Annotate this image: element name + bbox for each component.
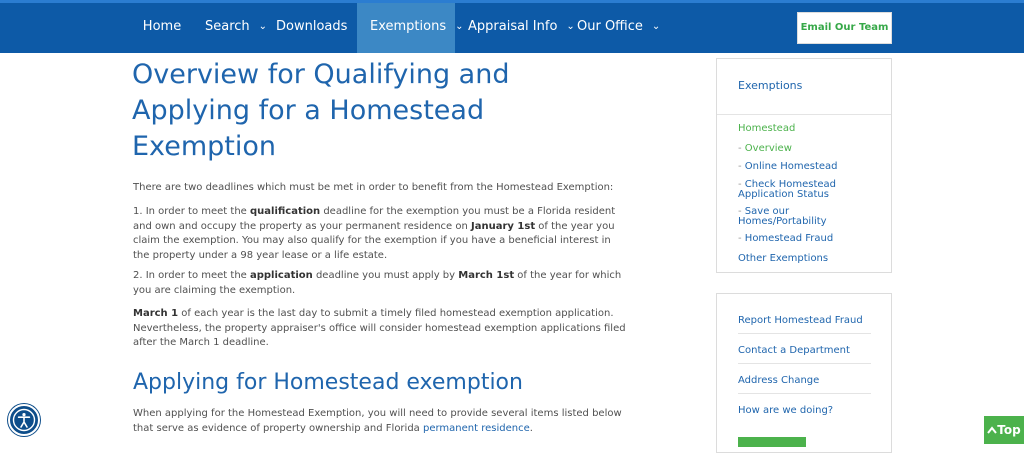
back-to-top-button[interactable] [984, 416, 1024, 444]
application-paragraph: 2. In order to meet the application deadline you must apply by March 1st of the year for which you are claiming the exemption. [133, 270, 622, 296]
nav-item-label: Appraisal Info [468, 19, 558, 34]
related-divider [738, 393, 871, 394]
sidebar-green-button[interactable] [738, 437, 806, 447]
back-to-top-label: Top [997, 423, 1021, 437]
nav-item-appraisal-info[interactable] [468, 3, 575, 53]
accessibility-icon[interactable] [8, 404, 40, 436]
related-links-box [716, 293, 892, 453]
related-link-contact-department[interactable]: Contact a Department [738, 345, 850, 356]
nav-item-home[interactable] [132, 3, 192, 53]
nav-item-search[interactable] [205, 3, 267, 53]
nav-item-label: Search [205, 19, 250, 34]
intro-paragraph: There are two deadlines which must be met in order to benefit from the Homestead Exemption: [133, 182, 614, 193]
related-link-how-are-we-doing[interactable]: How are we doing? [738, 405, 834, 416]
nav-item-label: Our Office [577, 19, 643, 34]
nav-item-label: Exemptions [370, 19, 447, 34]
related-link-report-fraud[interactable]: Report Homestead Fraud [738, 315, 863, 326]
deadline-paragraph: March 1 of each year is the last day to submit a timely filed homestead exemption application. Nevertheless, the property appraiser's office will consider homestead exemption applications filed after the March 1 deadline. [133, 308, 626, 348]
nav-item-label: Home [142, 19, 182, 34]
email-our-team-button[interactable]: Email Our Team [797, 12, 892, 44]
chevron-down-icon: ⌄ [455, 21, 464, 32]
nav-item-downloads[interactable] [276, 3, 365, 53]
applying-paragraph: When applying for the Homestead Exemption, you will need to provide several items listed below that serve as evidence of property ownership and Florida permanent residence. [133, 408, 622, 434]
sidebar-subitem-online-homestead[interactable]: - Online Homestead [738, 161, 838, 172]
related-divider [738, 363, 871, 364]
chevron-down-icon: ⌄ [258, 21, 268, 32]
section-heading: Applying for Homestead exemption [133, 370, 523, 395]
top-navigation-bar [0, 0, 1024, 53]
sidebar-subitem-homestead-fraud[interactable]: - Homestead Fraud [738, 233, 834, 244]
chevron-down-icon: ⌄ [651, 21, 661, 32]
chevron-down-icon: ⌄ [566, 21, 575, 32]
sidebar-item-homestead[interactable]: Homestead [738, 123, 796, 134]
nav-item-exemptions[interactable] [357, 3, 464, 53]
qualification-paragraph: 1. In order to meet the qualification deadline for the exemption you must be a Florida resident and own and occupy the property as your permanent residence on January 1st of the year you claim the exemption. You may also qualify for the exemption if you have a beneficial interest in the property under a 98 year lease or a life estate. [133, 206, 616, 261]
sidebar-subitem-save-our-homes[interactable]: - Save our Homes/Portability [738, 206, 827, 227]
sidebar-subitem-overview[interactable]: - Overview [738, 143, 792, 154]
sidebar-title: Exemptions [738, 79, 803, 92]
page-title: Overview for Qualifying and Applying for a Homestead Exemption [132, 59, 510, 162]
sidebar-item-other-exemptions[interactable]: Other Exemptions [738, 253, 829, 264]
related-divider [738, 333, 871, 334]
exemptions-sidebar [716, 58, 892, 273]
related-link-address-change[interactable]: Address Change [738, 375, 820, 386]
sidebar-divider [717, 114, 891, 115]
permanent-residence-link[interactable]: permanent residence [422, 422, 530, 434]
chevron-up-icon [987, 416, 997, 454]
nav-item-label: Downloads [276, 19, 348, 34]
nav-item-our-office[interactable] [577, 3, 660, 53]
sidebar-subitem-check-status[interactable]: - Check Homestead Application Status [738, 179, 837, 200]
